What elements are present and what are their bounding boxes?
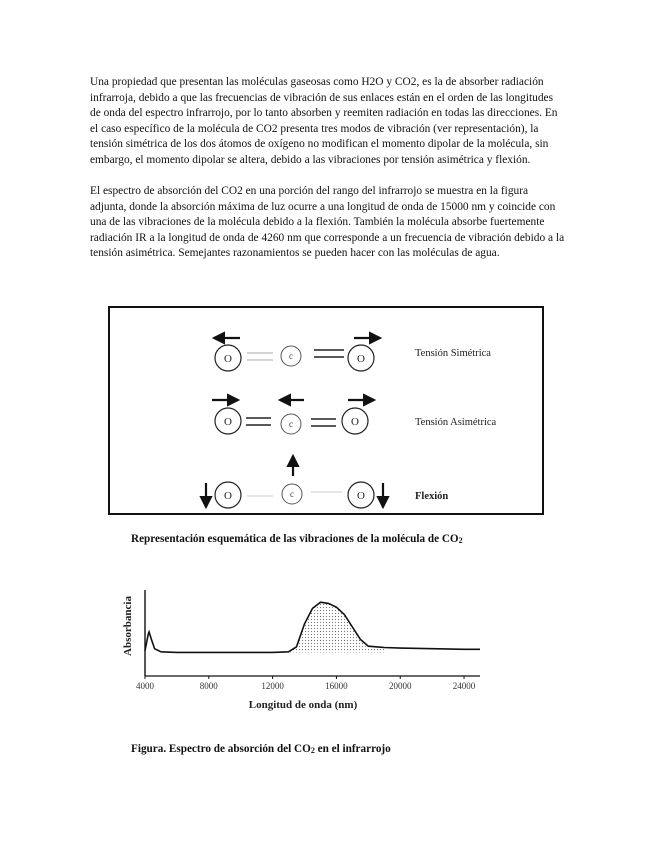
vibration-svg xyxy=(110,308,546,517)
x-tick-label: 4000 xyxy=(136,681,154,691)
oxygen-label: O xyxy=(224,353,232,365)
carbon-label: c xyxy=(290,489,294,499)
oxygen-label: O xyxy=(224,416,232,428)
oxygen-label: O xyxy=(224,490,232,502)
paragraph-1: Una propiedad que presentan las moléculas gaseosas como H2O y CO2, es la de absorber radiación infrarroja, debido a que las frecuencias de vibración de sus enlaces están en el orden de las longitudes de onda del espectro infrarrojo, por lo tanto absorben y reemiten radiación en todas las direcciones. En el caso específico de la molécula de CO2 presenta tres modos de vibración (ver representación), la tensión simétrica de los dos átomos de oxígeno no modifican el momento dipolar de la molécula, sin embargo, el momento dipolar se altera, debido a las vibraciones por tensión asimétrica y flexión. xyxy=(90,76,558,166)
mode-bending xyxy=(206,456,448,508)
x-axis-label: Longitud de onda (nm) xyxy=(248,699,358,711)
x-tick-label: 24000 xyxy=(452,681,476,691)
paragraph-2: El espectro de absorción del CO2 en una porción del rango del infrarrojo se muestra en la figura adjunta, donde la absorción máxima de luz ocurre a una longitud de onda de 15000 nm y coincide con una de las vibraciones de la molécula debido a la flexión. También la molécula absorbe fuertemente radiación IR a la longitud de onda de 4260 nm que corresponde a un frecuencia de vibración debido a la tensión asimétrica. Semejantes razonamientos se pueden hacer con las moléculas de agua. xyxy=(90,185,565,260)
vibration-diagram xyxy=(108,306,544,515)
mode-label-bending: Flexión xyxy=(415,491,449,502)
mode-symmetric xyxy=(214,338,491,371)
absorption-spectrum xyxy=(118,588,488,718)
mode-label-symmetric: Tensión Simétrica xyxy=(415,348,491,359)
y-axis-label: Absorbancia xyxy=(122,596,134,656)
x-tick-label: 20000 xyxy=(388,681,412,691)
mode-label-asymmetric: Tensión Asimétrica xyxy=(415,417,497,428)
carbon-label: c xyxy=(289,419,293,429)
spectrum-caption: Figura. Espectro de absorción del $CO_2$ en el infrarrojo xyxy=(131,743,391,755)
mode-asymmetric xyxy=(212,400,497,434)
x-tick-label: 8000 xyxy=(199,681,218,691)
oxygen-label: O xyxy=(357,353,365,365)
diagram-caption: Representación esquemática de las vibraciones de la molécula de $CO_2$ xyxy=(131,533,463,545)
x-tick-label: 16000 xyxy=(325,681,348,691)
oxygen-label: O xyxy=(357,490,365,502)
x-ticks xyxy=(136,676,476,691)
oxygen-label: O xyxy=(351,416,359,428)
carbon-label: c xyxy=(289,351,293,361)
x-tick-label: 12000 xyxy=(261,681,284,691)
